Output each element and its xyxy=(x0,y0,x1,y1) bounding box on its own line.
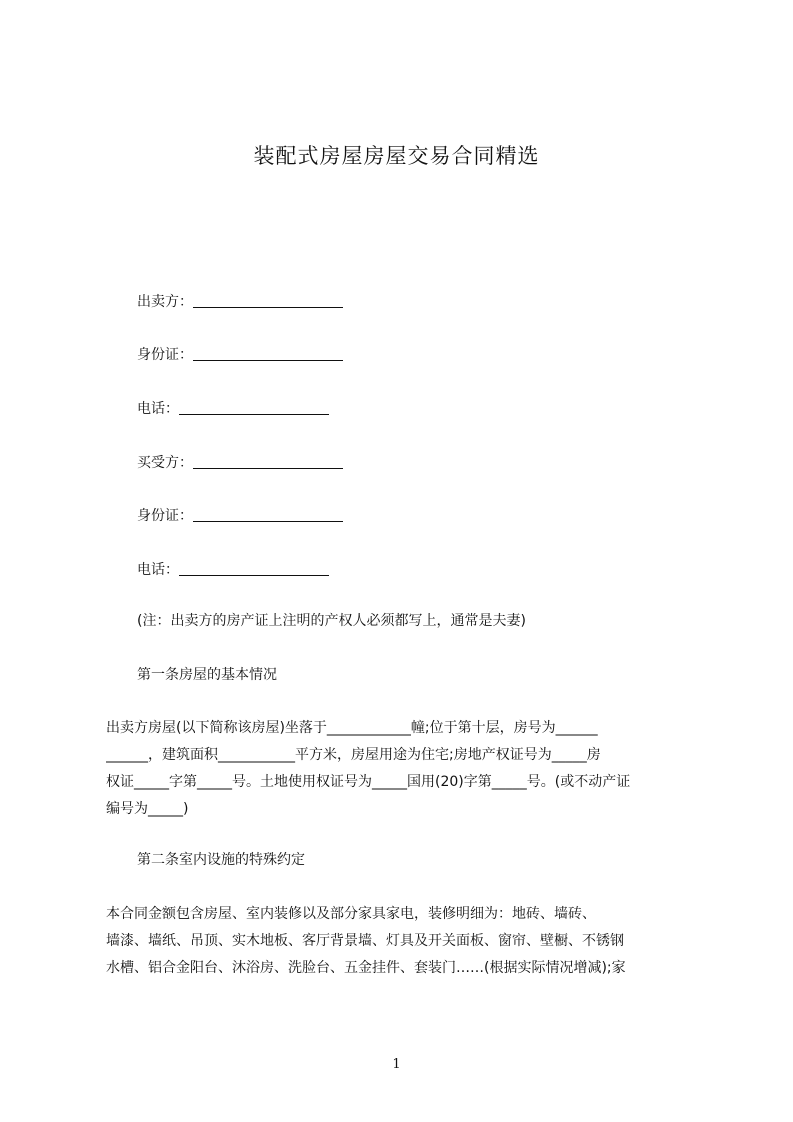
article1-line: 编号为_____) xyxy=(106,801,189,817)
buyer-name-label: 买受方： xyxy=(137,455,193,471)
seller-id-field xyxy=(137,345,343,365)
seller-phone-field xyxy=(137,399,329,419)
buyer-id-blank[interactable] xyxy=(193,507,343,522)
document-title: 装配式房屋房屋交易合同精选 xyxy=(253,144,540,168)
page-number: 1 xyxy=(392,1057,401,1072)
buyer-name-field xyxy=(137,453,343,473)
article1-line: 出卖方房屋(以下简称该房屋)坐落于____________幢;位于第十层，房号为______ xyxy=(106,720,598,736)
article2-body xyxy=(106,901,698,982)
buyer-phone-label: 电话： xyxy=(137,562,179,578)
seller-name-field xyxy=(137,292,343,312)
seller-id-label: 身份证： xyxy=(137,347,193,363)
buyer-name-blank[interactable] xyxy=(193,454,343,469)
seller-id-blank[interactable] xyxy=(193,346,343,361)
article2-line: 水槽、铝合金阳台、沐浴房、洗脸台、五金挂件、套装门……(根据实际情况增减);家 xyxy=(106,960,626,976)
article2-line: 墙漆、墙纸、吊顶、实木地板、客厅背景墙、灯具及开关面板、窗帘、壁橱、不锈钢 xyxy=(106,933,624,949)
ownership-note: (注：出卖方的房产证上注明的产权人必须都写上，通常是夫妻) xyxy=(137,613,526,629)
seller-phone-blank[interactable] xyxy=(179,400,329,415)
article1-line: ______，建筑面积___________平方米，房屋用途为住宅;房地产权证号为_____房 xyxy=(106,747,601,763)
buyer-id-field xyxy=(137,506,343,526)
buyer-phone-blank[interactable] xyxy=(179,561,329,576)
article1-body xyxy=(106,715,698,823)
buyer-id-label: 身份证： xyxy=(137,508,193,524)
seller-phone-label: 电话： xyxy=(137,401,179,417)
article1-line: 权证_____字第_____号。土地使用权证号为_____国用(20)字第_____号。(或不动产证 xyxy=(106,774,631,790)
buyer-phone-field xyxy=(137,560,329,580)
article2-line: 本合同金额包含房屋、室内装修以及部分家具家电，装修明细为：地砖、墙砖、 xyxy=(106,906,596,922)
article1-heading: 第一条房屋的基本情况 xyxy=(137,667,277,683)
seller-name-label: 出卖方： xyxy=(137,294,193,310)
seller-name-blank[interactable] xyxy=(193,293,343,308)
article2-heading: 第二条室内设施的特殊约定 xyxy=(137,852,305,868)
